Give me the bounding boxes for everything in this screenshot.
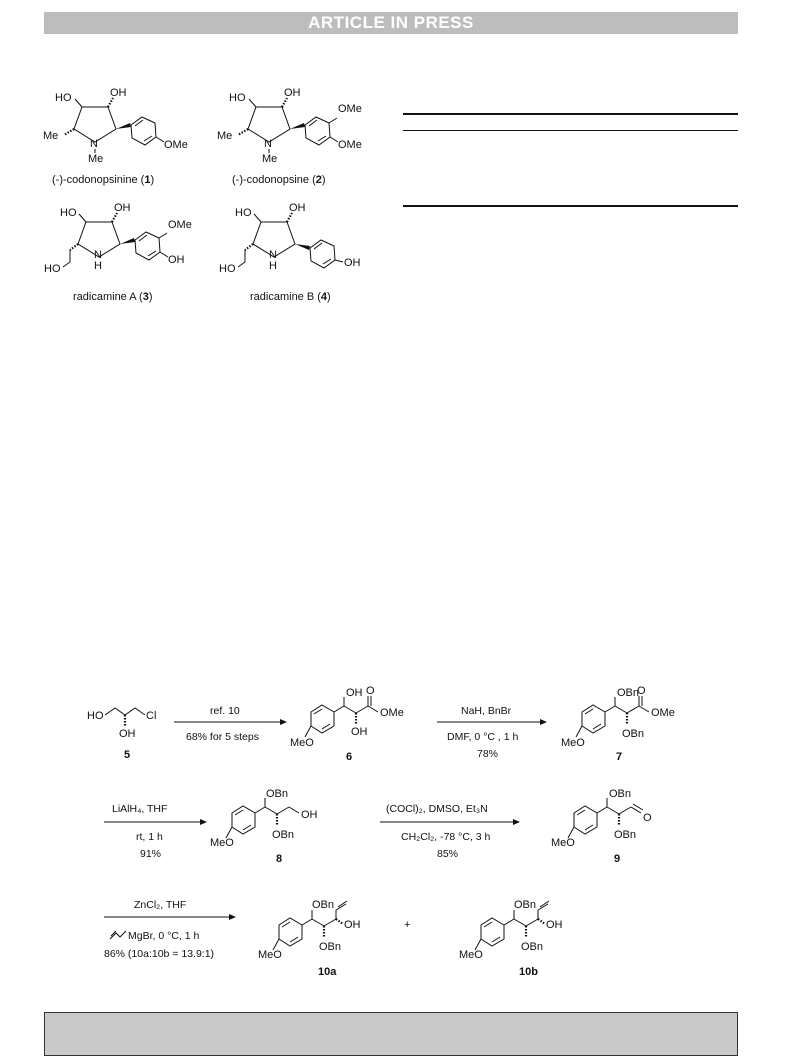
svg-text:H: H <box>269 260 277 272</box>
structure-codonopsinine <box>43 87 188 186</box>
svg-text:OBn: OBn <box>272 829 295 841</box>
svg-text:OBn: OBn <box>514 899 537 911</box>
svg-text:Me: Me <box>88 153 104 165</box>
compound-10b <box>459 899 563 978</box>
reaction-arrow-1 <box>174 705 287 743</box>
svg-text:O: O <box>366 685 375 697</box>
article-in-press-banner: ARTICLE IN PRESS <box>44 12 738 34</box>
svg-text:OMe: OMe <box>651 707 675 719</box>
compound-6 <box>290 685 404 763</box>
svg-text:OBn: OBn <box>622 728 645 740</box>
caption-4: radicamine B (4) <box>250 291 331 303</box>
svg-text:LiAlH₄, THF: LiAlH₄, THF <box>112 803 168 815</box>
svg-text:OBn: OBn <box>617 687 640 699</box>
svg-text:HO: HO <box>44 263 61 275</box>
svg-text:OBn: OBn <box>312 899 335 911</box>
svg-text:OMe: OMe <box>380 707 404 719</box>
svg-text:(COCl)₂, DMSO, Et₃N: (COCl)₂, DMSO, Et₃N <box>386 803 488 815</box>
svg-text:OBn: OBn <box>319 941 342 953</box>
svg-text:HO: HO <box>219 263 236 275</box>
svg-text:OBn: OBn <box>266 788 289 800</box>
reaction-arrow-2 <box>437 705 547 760</box>
compound-8 <box>210 788 318 865</box>
svg-text:N: N <box>94 249 102 261</box>
svg-text:8: 8 <box>276 853 283 865</box>
svg-text:MeO: MeO <box>561 737 585 749</box>
compound-10a <box>258 899 361 978</box>
svg-text:OH: OH <box>168 254 185 266</box>
svg-text:MeO: MeO <box>459 949 483 961</box>
svg-text:OH: OH <box>344 919 361 931</box>
svg-text:HO: HO <box>60 207 77 219</box>
svg-text:MeO: MeO <box>290 737 314 749</box>
svg-text:rt, 1 h: rt, 1 h <box>136 831 163 843</box>
structure-codonopsine <box>217 87 362 186</box>
svg-text:OMe: OMe <box>338 103 362 115</box>
svg-text:10b: 10b <box>519 966 538 978</box>
svg-text:HO: HO <box>55 92 72 104</box>
svg-text:9: 9 <box>614 853 621 865</box>
svg-text:N: N <box>90 138 98 150</box>
svg-text:NaH, BnBr: NaH, BnBr <box>461 705 512 717</box>
svg-text:OMe: OMe <box>168 219 192 231</box>
svg-text:68% for 5 steps: 68% for 5 steps <box>186 731 259 743</box>
svg-text:OH: OH <box>114 202 131 214</box>
svg-text:MeO: MeO <box>551 837 575 849</box>
svg-text:N: N <box>269 249 277 261</box>
svg-text:78%: 78% <box>477 748 499 760</box>
svg-text:OH: OH <box>546 919 563 931</box>
svg-text:HO: HO <box>229 92 246 104</box>
svg-text:10a: 10a <box>318 966 337 978</box>
svg-text:OMe: OMe <box>338 139 362 151</box>
svg-text:OBn: OBn <box>609 788 632 800</box>
svg-text:Cl: Cl <box>146 710 157 722</box>
svg-text:OH: OH <box>351 726 368 738</box>
svg-text:DMF, 0 °C , 1 h: DMF, 0 °C , 1 h <box>447 731 519 743</box>
caption-3: radicamine A (3) <box>73 291 153 303</box>
svg-text:ref. 10: ref. 10 <box>210 705 240 717</box>
svg-text:Me: Me <box>43 130 59 142</box>
reaction-arrow-5 <box>104 899 236 960</box>
svg-text:OBn: OBn <box>521 941 544 953</box>
svg-text:OMe: OMe <box>164 139 188 151</box>
svg-text:O: O <box>643 812 652 824</box>
svg-text:H: H <box>94 260 102 272</box>
svg-text:6: 6 <box>346 751 353 763</box>
svg-text:7: 7 <box>616 751 623 763</box>
svg-text:HO: HO <box>235 207 252 219</box>
compound-7 <box>561 685 675 763</box>
svg-text:OH: OH <box>344 257 361 269</box>
compound-5 <box>87 708 156 761</box>
svg-text:91%: 91% <box>140 848 162 860</box>
svg-text:O: O <box>637 685 646 697</box>
svg-text:OH: OH <box>289 202 306 214</box>
structure-radicamine-a <box>44 202 192 303</box>
caption-2: (-)-codonopsine (2) <box>232 174 326 186</box>
svg-text:MgBr, 0 °C, 1 h: MgBr, 0 °C, 1 h <box>128 930 200 942</box>
svg-text:ZnCl₂, THF: ZnCl₂, THF <box>134 899 187 911</box>
reaction-arrow-3 <box>104 803 207 860</box>
svg-text:OH: OH <box>119 728 136 740</box>
plus-sign: + <box>404 919 411 931</box>
svg-text:5: 5 <box>124 749 131 761</box>
reaction-arrow-4 <box>380 803 520 860</box>
svg-text:OH: OH <box>346 687 363 699</box>
caption-1: (-)-codonopsinine (1) <box>52 174 155 186</box>
svg-text:85%: 85% <box>437 848 459 860</box>
svg-text:OH: OH <box>284 87 301 99</box>
svg-text:MeO: MeO <box>210 837 234 849</box>
compound-9 <box>551 788 652 865</box>
svg-text:Me: Me <box>217 130 233 142</box>
yield-ratio-10: 86% (10a:10b = 13.9:1) <box>104 948 215 960</box>
svg-text:OBn: OBn <box>614 829 637 841</box>
svg-text:OH: OH <box>301 809 318 821</box>
svg-text:CH₂Cl₂, -78 °C, 3 h: CH₂Cl₂, -78 °C, 3 h <box>401 831 491 843</box>
svg-text:OH: OH <box>110 87 127 99</box>
svg-text:MeO: MeO <box>258 949 282 961</box>
svg-text:Me: Me <box>262 153 278 165</box>
svg-text:HO: HO <box>87 710 104 722</box>
svg-text:N: N <box>264 138 272 150</box>
structure-radicamine-b <box>219 202 361 303</box>
footer-bar <box>44 1012 738 1056</box>
